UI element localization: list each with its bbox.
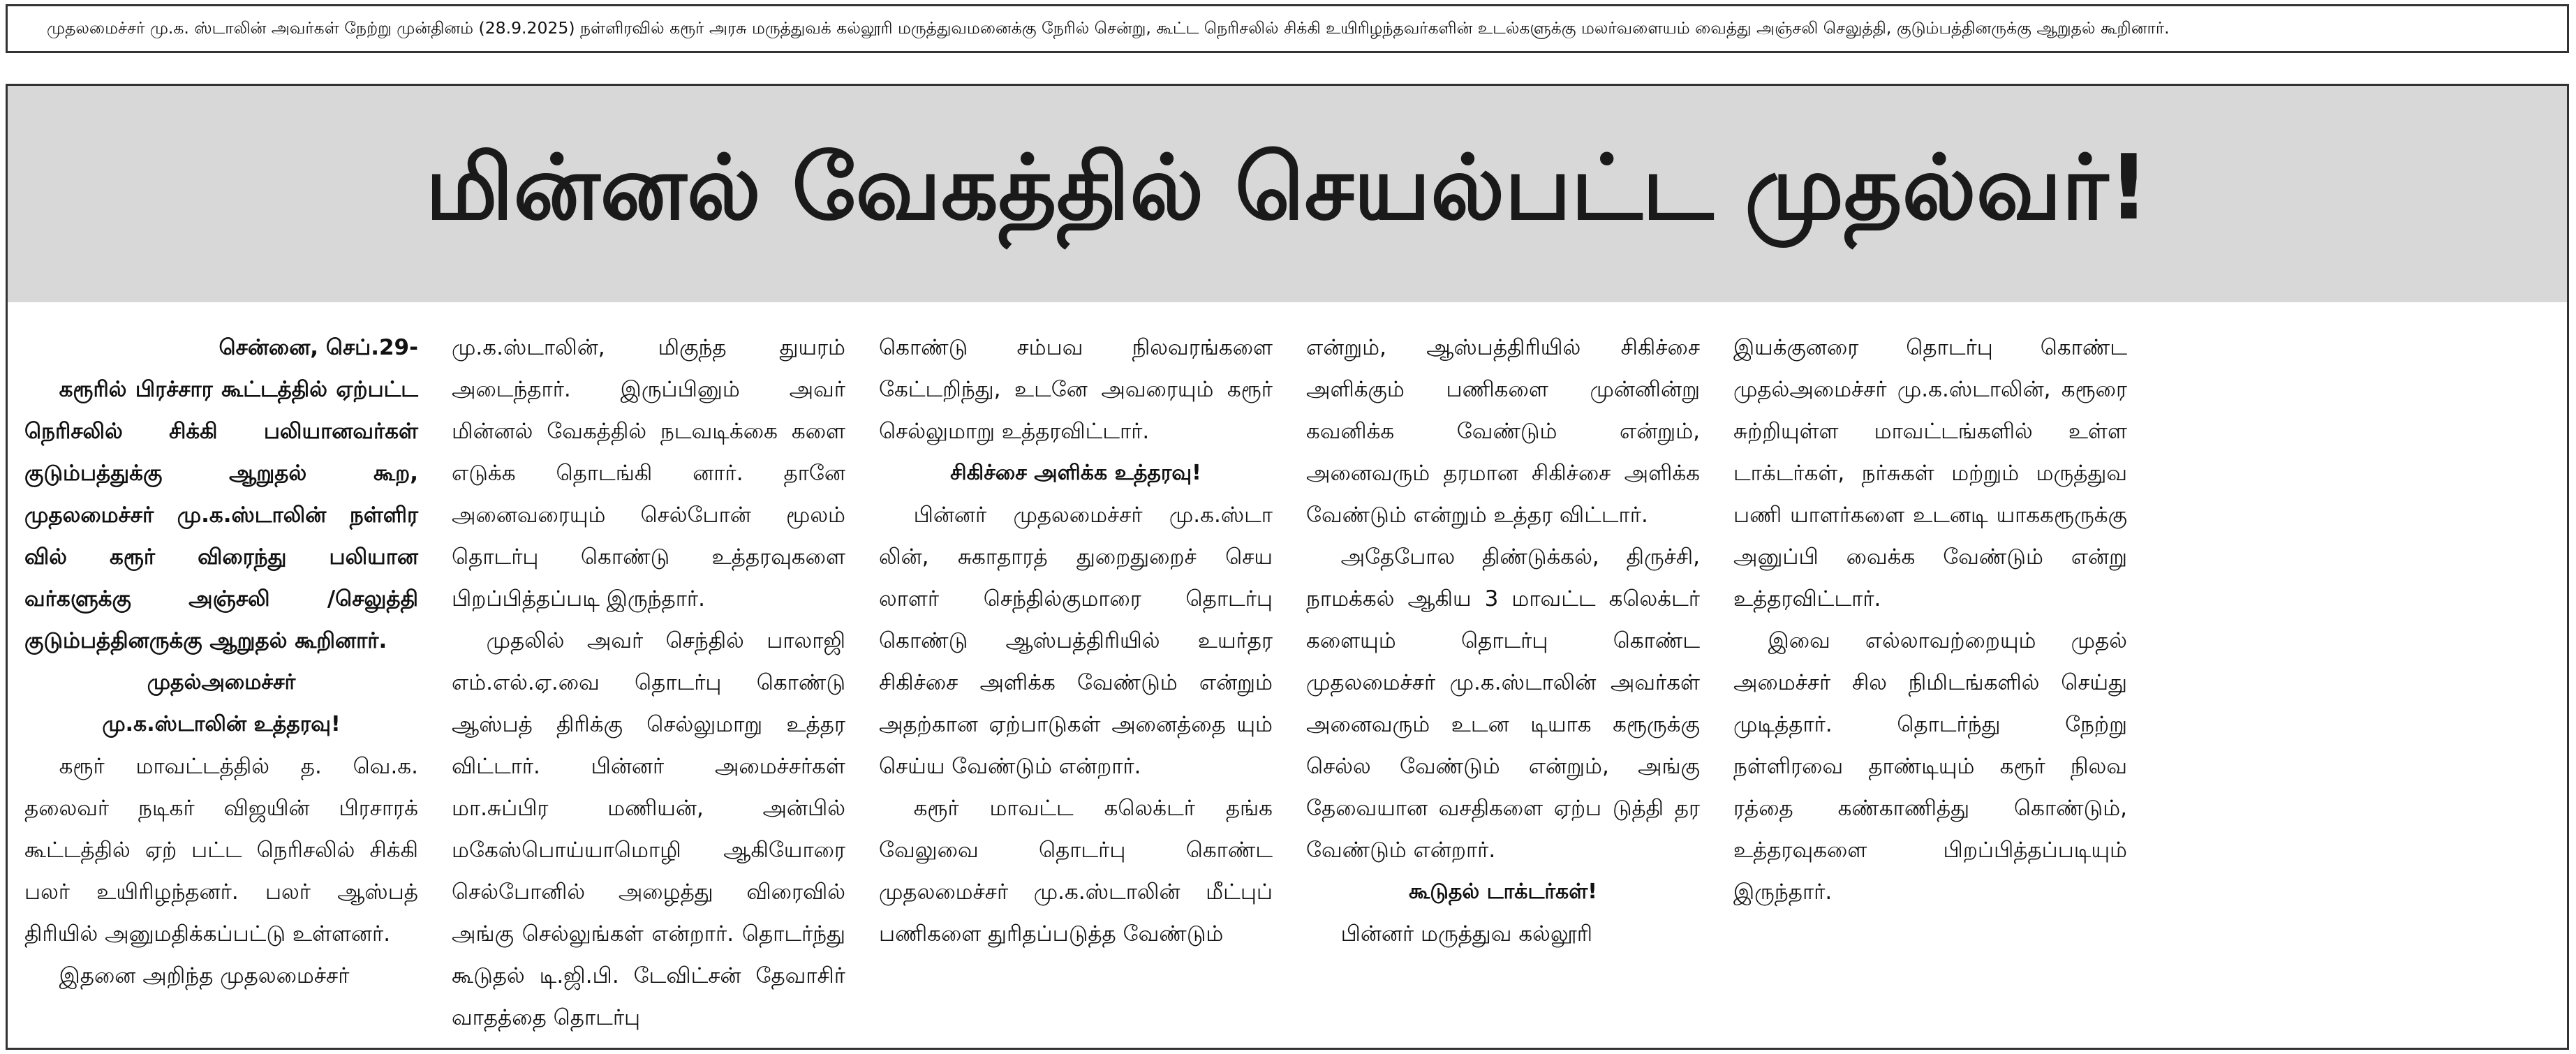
- column-2: [435, 327, 862, 1046]
- subheading: சிகிச்சை அளிக்க உத்தரவு!: [950, 461, 1201, 485]
- column-3: [862, 327, 1289, 1046]
- article-columns: [8, 327, 2567, 1046]
- column-4: [1289, 327, 1717, 1046]
- paragraph: மு.க.ஸ்டாலின், மிகுந்த துயரம் அடைந்தார். இருப்பினும் அவர் மின்னல் வேகத்தில் நடவடிக்கை களை எடுக்க தொடங்கி னார். தானே அனைவரையும் செல்போன் மூலம் தொடர்பு கொண்டு உத்தரவுகளை பிறப்பித்தப்படி இருந்தார்.: [452, 335, 845, 611]
- paragraph: இதனை அறிந்த முதலமைச்சர்: [59, 963, 350, 988]
- subheading: கூடுதல் டாக்டர்கள்!: [1409, 879, 1597, 904]
- paragraph: இவை எல்லாவற்றையும் முதல் அமைச்சர் சில நிமிடங்களில் செய்து முடித்தார். தொடர்ந்து நேற்று நள்ளிரவை தாண்டியும் கரூர் நிலவ ரத்தை கண்காணித்து கொண்டும், உத்தரவுகளை பிறப்பித்தப்படியும் இருந்தார்.: [1733, 628, 2127, 905]
- top-caption: முதலமைச்சர் மு.க. ஸ்டாலின் அவர்கள் நேற்று முன்தினம் (28.9.2025) நள்ளிரவில் கரூர் அரசு மருத்துவக் கல்லூரி மருத்துவமனைக்கு நேரில் சென்று, கூட்ட நெரிசலில் சிக்கி உயிரிழந்தவர்களின் உடல்களுக்கு மலர்வளையம் வைத்து அஞ்சலி செலுத்தி, குடும்பத்தினருக்கு ஆறுதல் கூறினார்.: [47, 17, 2170, 38]
- paragraph: முதலில் அவர் செந்தில் பாலாஜி எம்.எல்.ஏ.வை தொடர்பு கொண்டு ஆஸ்பத் திரிக்கு செல்லுமாறு உத்தர விட்டார். பின்னர் அமைச்சர்கள் மா.சுப்பிர மணியன், அன்பில் மகேஸ்பொய்யாமொழி ஆகியோரை செல்போனில் அழைத்து விரைவில் அங்கு செல்லுங்கள் என்றார். தொடர்ந்து கூடுதல் டி.ஜி.பி. டேவிட்சன் தேவாசிர் வாதத்தை தொடர்பு: [452, 628, 845, 1030]
- article: [6, 84, 2569, 1050]
- headline: மின்னல் வேகத்தில் செயல்பட்ட முதல்வர்!: [425, 136, 2149, 240]
- column-5: [1717, 327, 2144, 1046]
- subheading: முதல்அமைச்சர்: [147, 670, 296, 695]
- paragraph: கரூர் மாவட்டத்தில் த. வெ.க. தலைவர் நடிகர் விஜயின் பிரசாரக் கூட்டத்தில் ஏற் பட்ட நெரிசலில் சிக்கி பலர் உயிரிழந்தனர். பலர் ஆஸ்பத் திரியில் அனுமதிக்கப்பட்டு உள்ளனர்.: [24, 754, 418, 947]
- paragraph: என்றும், ஆஸ்பத்திரியில் சிகிச்சை அளிக்கும் பணிகளை முன்னின்று கவனிக்க வேண்டும் என்றும், அனைவரும் தரமான சிகிச்சை அளிக்க வேண்டும் என்றும் உத்தர விட்டார்.: [1306, 335, 1700, 528]
- paragraph: பின்னர் மருத்துவ கல்லூரி: [1340, 921, 1593, 947]
- subheading: மு.க.ஸ்டாலின் உத்தரவு!: [102, 712, 341, 736]
- paragraph: கரூர் மாவட்ட கலெக்டர் தங்க வேலுவை தொடர்பு கொண்ட முதலமைச்சர் மு.க.ஸ்டாலின் மீட்புப் பணிகளை துரிதப்படுத்த வேண்டும்: [879, 796, 1273, 947]
- top-caption-box: [6, 4, 2569, 53]
- column-1: [8, 327, 435, 1046]
- paragraph: பின்னர் முதலமைச்சர் மு.க.ஸ்டா லின், சுகாதாரத் துறைதுறைச் செய லாளர் செந்தில்குமாரை தொடர்பு கொண்டு ஆஸ்பத்திரியில் உயர்தர சிகிச்சை அளிக்க வேண்டும் என்றும் அதற்கான ஏற்பாடுகள் அனைத்தை யும் செய்ய வேண்டும் என்றார்.: [879, 503, 1273, 779]
- paragraph: அதேபோல திண்டுக்கல், திருச்சி, நாமக்கல் ஆகிய 3 மாவட்ட கலெக்டர் களையும் தொடர்பு கொண்ட முதலமைச்சர் மு.க.ஸ்டாலின் அவர்கள் அனைவரும் உடன டியாக கரூருக்கு செல்ல வேண்டும் என்றும், அங்கு தேவையான வசதிகளை ஏற்ப டுத்தி தர வேண்டும் என்றார்.: [1306, 544, 1700, 863]
- lead-paragraph: கரூரில் பிரச்சார கூட்டத்தில் ஏற்பட்ட நெரிசலில் சிக்கி பலியானவர்கள் குடும்பத்துக்கு ஆறுதல் கூற, முதலமைச்சர் மு.க.ஸ்டாலின் நள்ளிர வில் கரூர் விரைந்து பலியான வர்களுக்கு அஞ்சலி /செலுத்தி குடும்பத்தினருக்கு ஆறுதல் கூறினார்.: [24, 377, 418, 653]
- headline-band: [8, 86, 2567, 302]
- paragraph: கொண்டு சம்பவ நிலவரங்களை கேட்டறிந்து, உடனே அவரையும் கரூர் செல்லுமாறு உத்தரவிட்டார்.: [879, 335, 1273, 444]
- dateline: சென்னை, செப்.29-: [219, 335, 418, 360]
- paragraph: இயக்குனரை தொடர்பு கொண்ட முதல்அமைச்சர் மு.க.ஸ்டாலின், கரூரை சுற்றியுள்ள மாவட்டங்களில் உள்ள டாக்டர்கள், நர்சுகள் மற்றும் மருத்துவ பணி யாளர்களை உடனடி யாககரூருக்கு அனுப்பி வைக்க வேண்டும் என்று உத்தரவிட்டார்.: [1733, 335, 2127, 611]
